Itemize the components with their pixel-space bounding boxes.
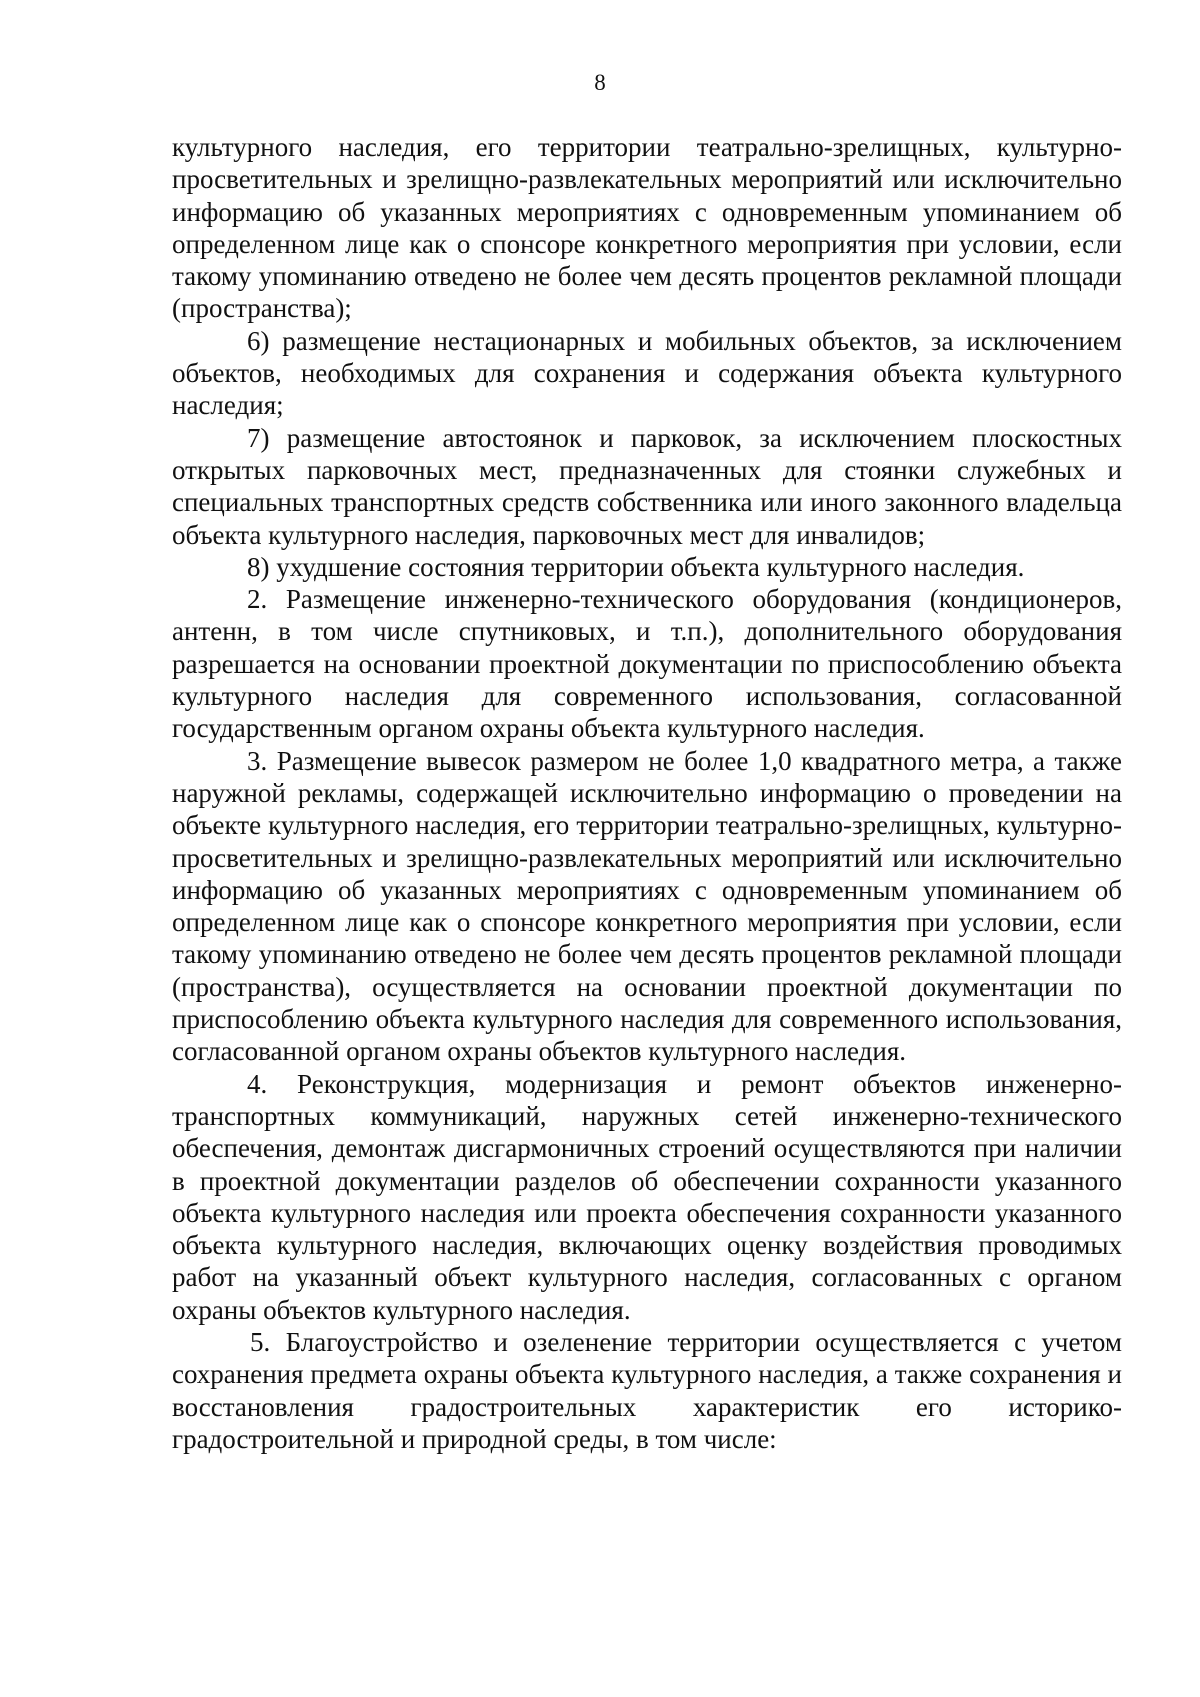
paragraph-item-7: 7) размещение автостоянок и парковок, за исключением плоскостных открытых парковочных мест, предназначенных для стоянки служебных и специальных транспортных средств собственника или иного законного владельца объекта культурного наследия, парковочных мест для инвалидов; bbox=[172, 422, 1122, 550]
page-number: 8 bbox=[594, 70, 606, 95]
document-body bbox=[172, 131, 1122, 1455]
paragraph-item-6: 6) размещение нестационарных и мобильных объектов, за исключением объектов, необходимых для сохранения и содержания объекта культурного наследия; bbox=[172, 325, 1122, 421]
paragraph-item-8: 8) ухудшение состояния территории объекта культурного наследия. bbox=[247, 551, 1025, 582]
paragraph-clause-3: 3. Размещение вывесок размером не более 1,0 квадратного метра, а также наружной рекламы, содержащей исключительно информацию о проведении на объекте культурного наследия, его территории театрально-зрелищных, культурно-просветительных и зрелищно-развлекательных мероприятий или исключительно информацию об указанных мероприятиях с одновременным упоминанием об определенном лице как о спонсоре конкретного мероприятия при условии, если такому упоминанию отведено не более чем десять процентов рекламной площади (пространства), осуществляется на основании проектной документации по приспособлению объекта культурного наследия для современного использования, согласованной органом охраны объектов культурного наследия. bbox=[172, 745, 1122, 1067]
paragraph-clause-4: 4. Реконструкция, модернизация и ремонт объектов инженерно-транспортных коммуникаций, наружных сетей инженерно-технического обеспечения, демонтаж дисгармоничных строений осуществляются при наличии в проектной документации разделов об обеспечении сохранности указанного объекта культурного наследия или проекта обеспечения сохранности указанного объекта культурного наследия, включающих оценку воздействия проводимых работ на указанный объект культурного наследия, согласованных с органом охраны объектов культурного наследия. bbox=[172, 1068, 1122, 1325]
paragraph-clause-2: 2. Размещение инженерно-технического оборудования (кондиционеров, антенн, в том числе спутниковых, и т.п.), дополнительного оборудования разрешается на основании проектной документации по приспособлению объекта культурного наследия для современного использования, согласованной государственным органом охраны объекта культурного наследия. bbox=[172, 584, 1122, 744]
paragraph-clause-5: 5. Благоустройство и озеленение территории осуществляется с учетом сохранения предмета охраны объекта культурного наследия, а также сохранения и восстановления градостроительных характеристик его историко-градостроительной и природной среды, в том числе: bbox=[172, 1326, 1122, 1454]
paragraph-continuation: культурного наследия, его территории театрально-зрелищных, культурно-просветительных и зрелищно-развлекательных мероприятий или исключительно информацию об указанных мероприятиях с одновременным упоминанием об определенном лице как о спонсоре конкретного мероприятия при условии, если такому упоминанию отведено не более чем десять процентов рекламной площади (пространства); bbox=[172, 132, 1122, 324]
